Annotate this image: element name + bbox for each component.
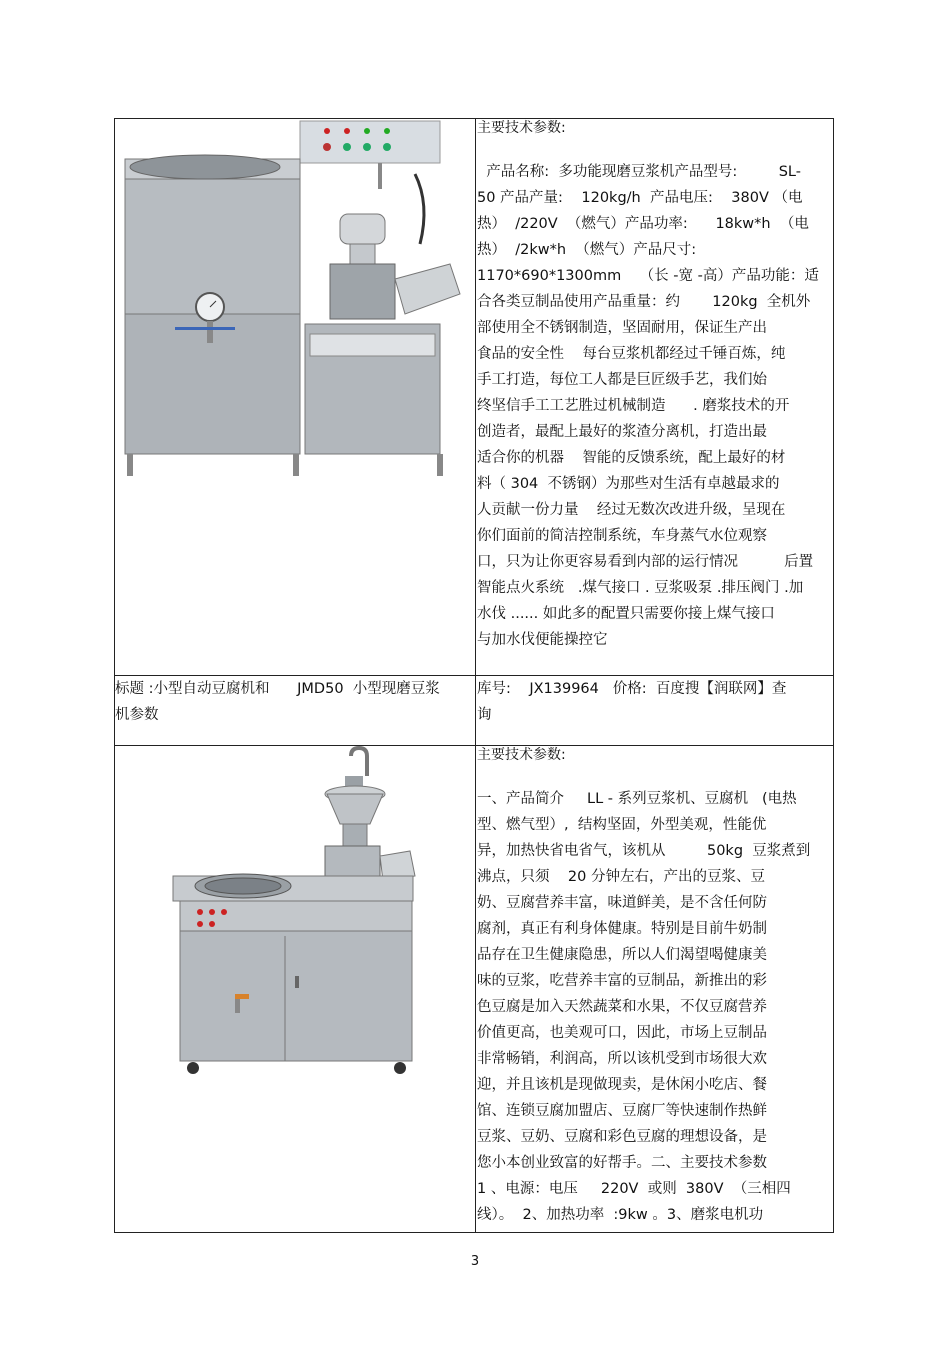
soy-milk-machine-image (115, 119, 475, 479)
text-line: 适合你的机器 智能的反馈系统，配上最好的材 (477, 450, 786, 466)
text-line: 品存在卫生健康隐患，所以人们渴望喝健康美 (477, 947, 767, 963)
text-line: 腐剂，真正有利身体健康。特别是目前牛奶制 (477, 921, 767, 937)
text-line: 口，只为让你更容易看到内部的运行情况 后置 (477, 554, 814, 570)
product-image-cell (115, 746, 475, 1232)
text-line: 与加水伐便能操控它 (477, 632, 608, 648)
text-line: 异，加热快省电省气，该机从 50kg 豆浆煮到 (477, 843, 811, 859)
text-line: 价值更高，也美观可口，因此，市场上豆制品 (477, 1025, 767, 1041)
text-line: 水伐 ...... 如此多的配置只需要你接上煤气接口 (477, 606, 775, 622)
column-divider (475, 119, 476, 675)
column-divider (475, 676, 476, 745)
spec-table (114, 118, 834, 1233)
table-row (115, 746, 833, 1232)
text-line: 手工打造，每位工人都是巨匠级手艺，我们始 (477, 372, 767, 388)
text-line: 产品名称: 多功能现磨豆浆机产品型号: SL- (477, 164, 801, 180)
text-line: 线）。 2、加热功率 :9kw 。3、磨浆电机功 (477, 1207, 764, 1223)
spec-paragraph (477, 786, 810, 1228)
spec-text-cell (477, 746, 833, 1232)
text-line: 部使用全不锈钢制造，坚固耐用，保证生产出 (477, 320, 767, 336)
text-line: 1170*690*1300mm （长 -宽 -高）产品功能：适 (477, 268, 819, 284)
text-line: 你们面前的简洁控制系统，车身蒸气水位观察 (477, 528, 767, 544)
product-image-cell (115, 119, 475, 675)
text-line: 人贡献一份力量 经过无数次改进升级，呈现在 (477, 502, 786, 518)
text-line: 询 (477, 707, 492, 723)
stock-price-text (477, 676, 786, 728)
spec-text-cell (477, 119, 833, 675)
text-line: 库号: JX139964 价格: 百度搜【润联网】查 (477, 681, 787, 697)
text-line: 标题 :小型自动豆腐机和 JMD50 小型现磨豆浆 (115, 681, 440, 697)
tofu-machine-image (115, 746, 475, 1106)
spec-heading: 主要技术参数: (477, 747, 566, 763)
text-line: 迎，并且该机是现做现卖，是休闲小吃店、餐 (477, 1077, 767, 1093)
text-line: 味的豆浆，吃营养丰富的豆制品，新推出的彩 (477, 973, 767, 989)
text-line: 馆、连锁豆腐加盟店、豆腐厂等快速制作热鲜 (477, 1103, 767, 1119)
page-number: 3 (470, 1254, 480, 1269)
text-line: 热） /2kw*h （燃气）产品尺寸: (477, 242, 697, 258)
title-text (115, 676, 440, 728)
table-row (115, 119, 833, 676)
text-line: 色豆腐是加入天然蔬菜和水果，不仅豆腐营养 (477, 999, 767, 1015)
text-line: 非常畅销，利润高，所以该机受到市场很大欢 (477, 1051, 767, 1067)
spec-paragraph (477, 159, 819, 653)
title-cell (115, 676, 475, 745)
table-row (115, 676, 833, 746)
stock-price-cell (477, 676, 833, 745)
text-line: 料（ 304 不锈钢）为那些对生活有卓越最求的 (477, 476, 780, 492)
column-divider (475, 746, 476, 1232)
text-line: 沸点，只须 20 分钟左右，产出的豆浆、豆 (477, 869, 765, 885)
text-line: 机参数 (115, 707, 159, 723)
text-line: 终坚信手工工艺胜过机械制造 . 磨浆技术的开 (477, 398, 790, 414)
text-line: 奶、豆腐营养丰富，味道鲜美，是不含任何防 (477, 895, 767, 911)
text-line: 智能点火系统 .煤气接口 . 豆浆吸泵 .排压阀门 .加 (477, 580, 804, 596)
text-line: 型、燃气型）, 结构坚固，外型美观，性能优 (477, 817, 767, 833)
spec-heading: 主要技术参数: (477, 120, 566, 136)
text-line: 合各类豆制品使用产品重量：约 120kg 全机外 (477, 294, 811, 310)
text-line: 您小本创业致富的好帮手。二、主要技术参数 (477, 1155, 767, 1171)
text-line: 豆浆、豆奶、豆腐和彩色豆腐的理想设备，是 (477, 1129, 767, 1145)
text-line: 食品的安全性 每台豆浆机都经过千锤百炼，纯 (477, 346, 786, 362)
text-line: 创造者，最配上最好的浆渣分离机，打造出最 (477, 424, 767, 440)
text-line: 一、产品简介 LL - 系列豆浆机、豆腐机 (电热 (477, 791, 797, 807)
text-line: 1 、电源：电压 220V 或则 380V （三相四 (477, 1181, 791, 1197)
text-line: 50 产品产量: 120kg/h 产品电压: 380V （电 (477, 190, 803, 206)
text-line: 热） /220V （燃气）产品功率: 18kw*h （电 (477, 216, 809, 232)
